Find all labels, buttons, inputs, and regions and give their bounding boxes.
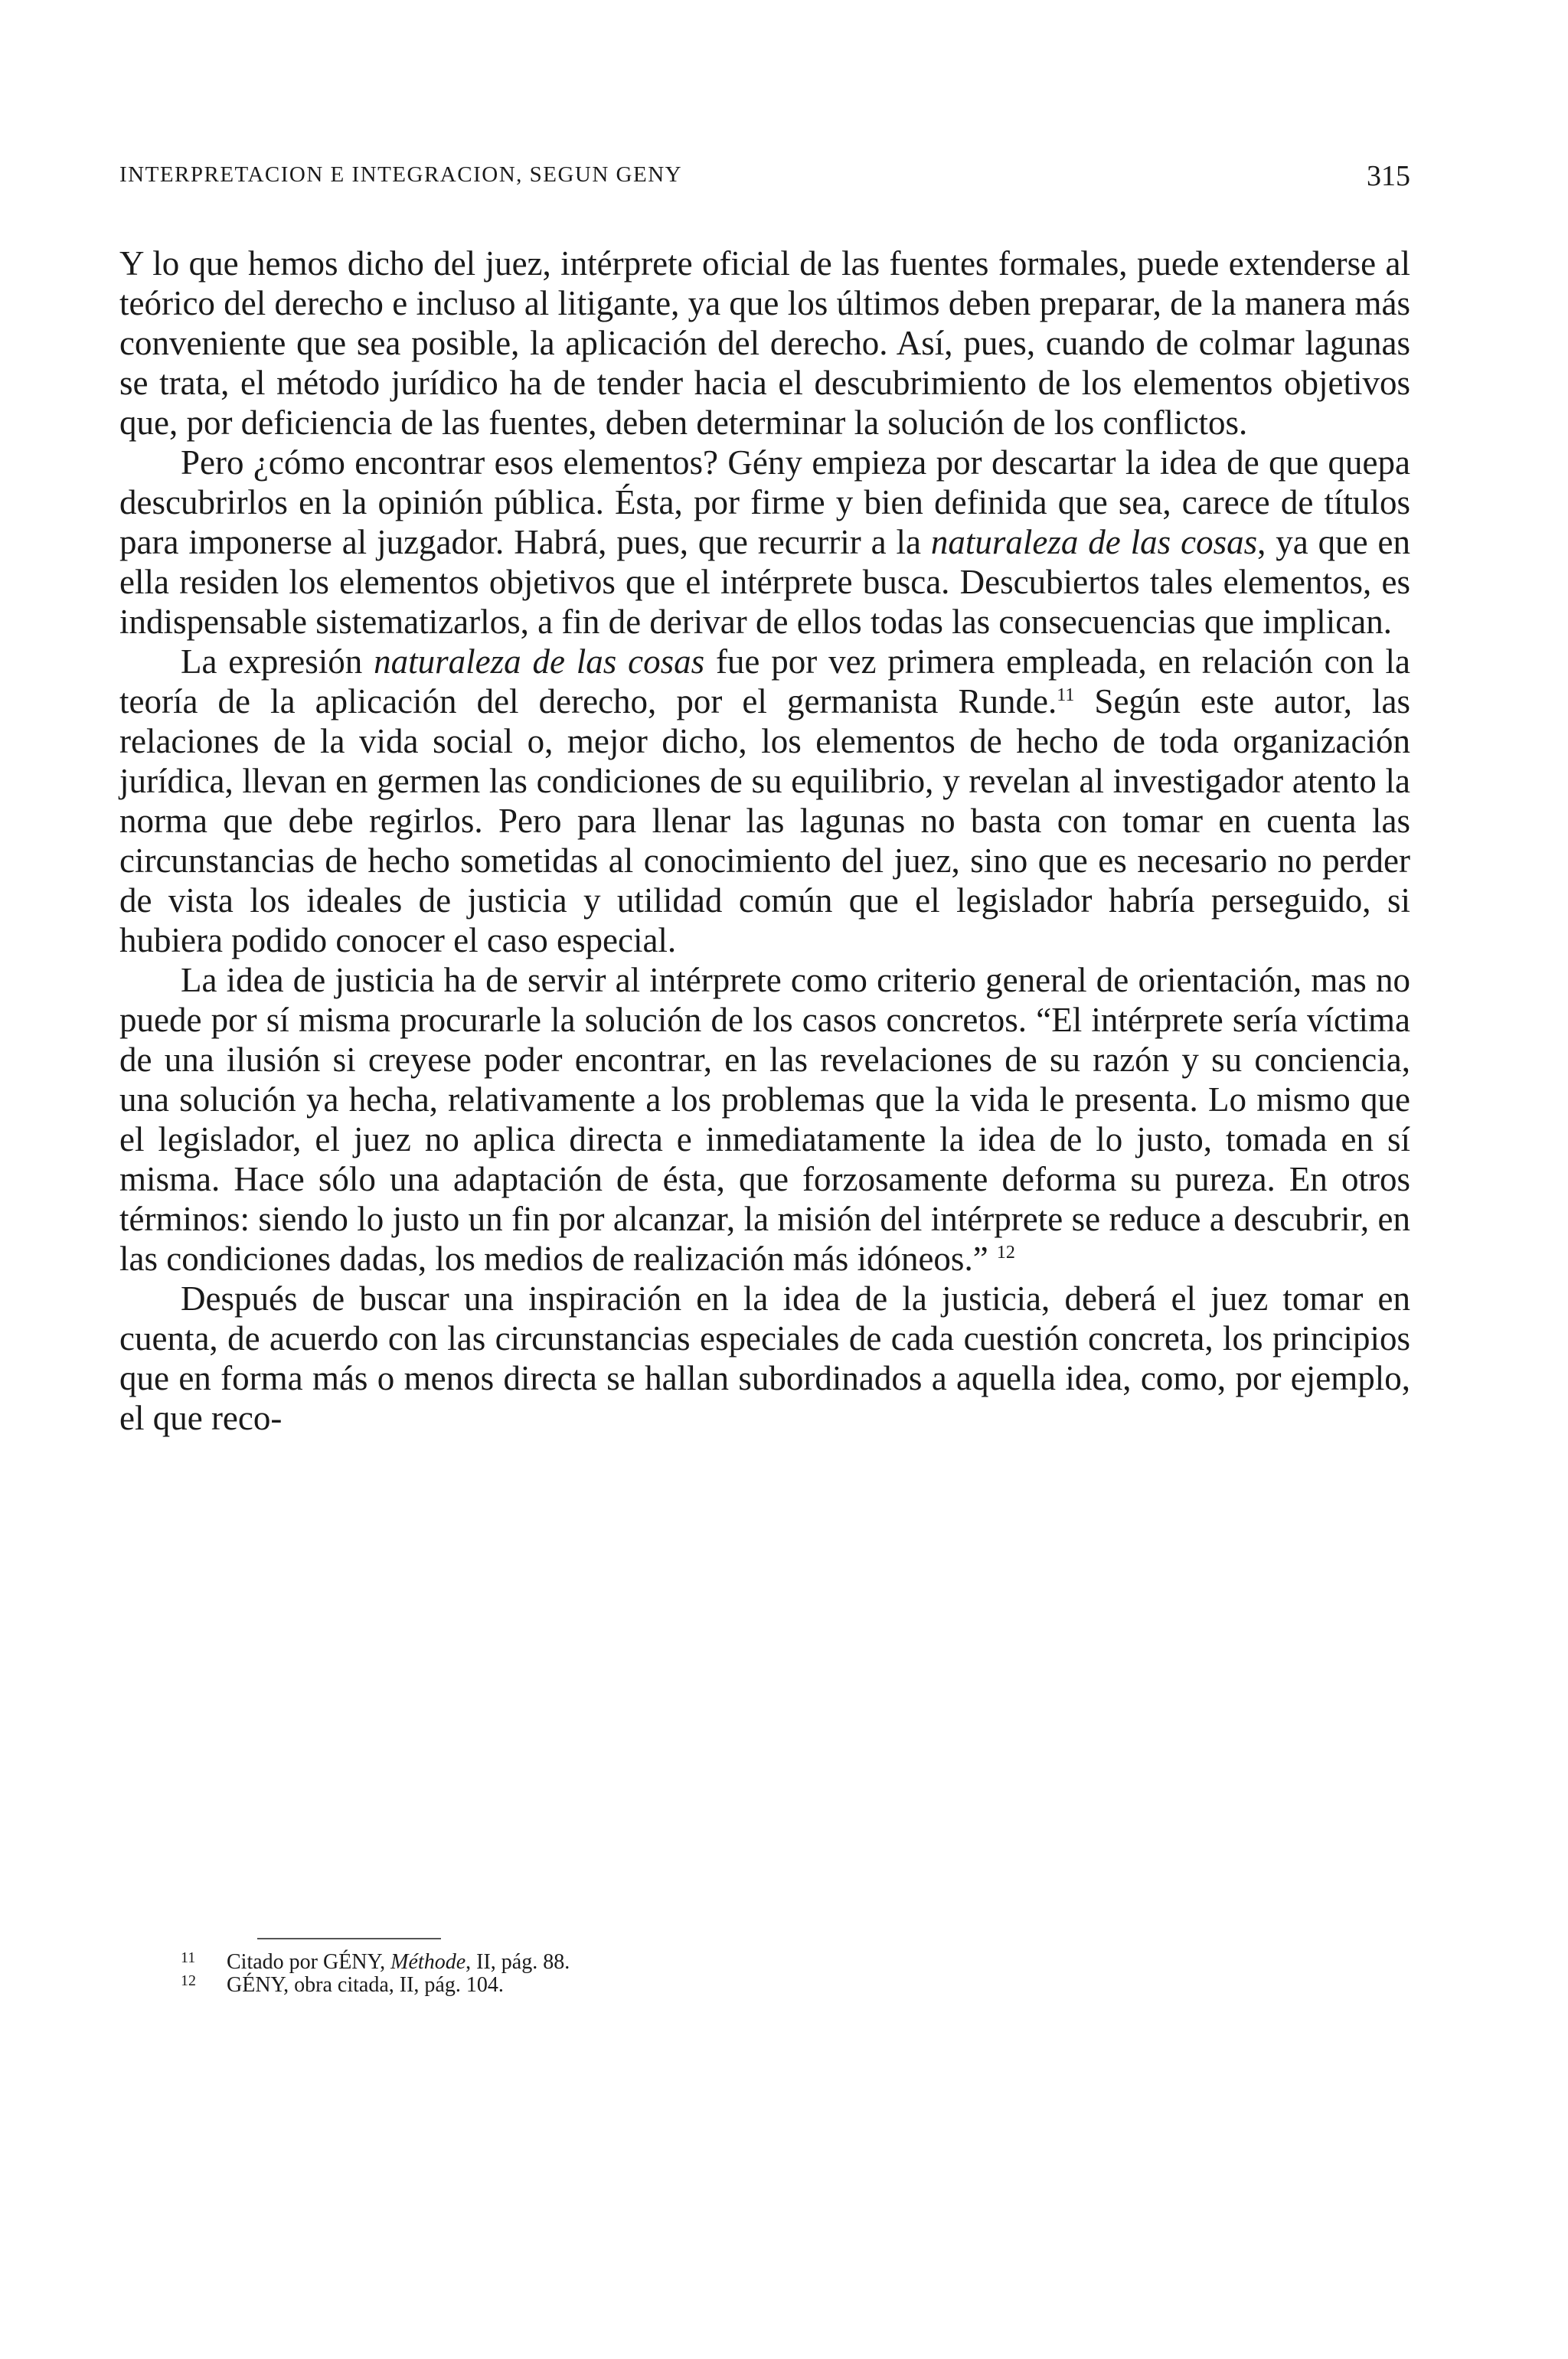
footnote-12 (181, 1974, 1329, 1997)
paragraph-5 (119, 1279, 1410, 1438)
paragraph-4 (119, 960, 1410, 1279)
paragraph-5-text: Después de buscar una inspiración en la idea de la justicia, deberá el juez tomar en cuenta, de acuerdo con las circunstancias especiales de cada cuestión concreta, los principios que en forma más o menos directa se hallan subordinados a aquella idea, como, por ejemplo, el que reco- (119, 1279, 1410, 1437)
paragraph-3-text-c: Según este autor, las relaciones de la vida social o, mejor dicho, los elementos de hecho de toda organización jurídica, llevan en germen las condiciones de su equilibrio, y revelan al investigador atento la norma que debe regirlos. Pero para llenar las lagunas no basta con tomar en cuenta las circunstancias de hecho sometidas al conocimiento del juez, sino que es necesario no perder de vista los ideales de justicia y utilidad común que el legislador habría perseguido, si hubiera podido conocer el caso especial. (119, 682, 1411, 959)
footnote-ref-11[interactable]: 11 (1057, 685, 1075, 705)
book-page (119, 0, 1410, 2359)
footnote-11-italic-title: Méthode (390, 1950, 466, 1974)
footnote-11-text-a: Citado por GÉNY, (227, 1950, 391, 1974)
running-head-title: INTERPRETACION E INTEGRACION, SEGUN GENY (119, 162, 683, 187)
paragraph-3-text-a: La expresión (181, 642, 374, 681)
paragraph-3 (119, 642, 1410, 960)
footnote-11-text-b: , II, pág. 88. (466, 1950, 570, 1974)
running-head (119, 162, 1410, 193)
paragraph-2-text-b: , ya que en ella residen los elementos objetivos que el intérprete busca. Descubiertos tales elementos, es indispensable sistematizarlos, a fin de derivar de ellos todas las consecuencias que implican. (119, 523, 1410, 641)
paragraph-1-text: Y lo que hemos dicho del juez, intérprete oficial de las fuentes formales, puede extenderse al teórico del derecho e incluso al litigante, ya que los últimos deben preparar, de la manera más conveniente que sea posible, la aplicación del derecho. Así, pues, cuando de colmar lagunas se trata, el método jurídico ha de tender hacia el descubrimiento de los elementos objetivos que, por deficiencia de las fuentes, deben determinar la solución de los conflictos. (119, 244, 1410, 442)
page-number: 315 (1367, 160, 1410, 192)
footnote-number: 11 (181, 1949, 196, 1966)
paragraph-2-italic-phrase: naturaleza de las cosas (930, 523, 1258, 561)
footnote-11 (181, 1951, 1329, 1974)
paragraph-1 (119, 243, 1410, 443)
paragraph-2-text-a: Pero ¿cómo encontrar esos elementos? Gény empieza por descartar la idea de que quepa descubrirlos en la opinión pública. Ésta, por firme y bien definida que sea, carece de títulos para imponerse al juzgador. Habrá, pues, que recurrir a la (119, 443, 1410, 561)
paragraph-2 (119, 443, 1410, 642)
footnote-ref-12[interactable]: 12 (996, 1243, 1015, 1263)
footnote-separator (257, 1938, 441, 1939)
paragraph-4-text: La idea de justicia ha de servir al intérprete como criterio general de orientación, mas no puede por sí misma procurarle la solución de los casos concretos. “El intérprete sería víctima de una ilusión si creyese poder encontrar, en las revelaciones de su razón y su conciencia, una solución ya hecha, relativamente a los problemas que la vida le presenta. Lo mismo que el legislador, el juez no aplica directa e inmediatamente la idea de lo justo, tomada en sí misma. Hace sólo una adaptación de ésta, que forzosamente deforma su pureza. En otros términos: siendo lo justo un fin por alcanzar, la misión del intérprete se reduce a descubrir, en las condiciones dadas, los medios de realización más idóneos.” (119, 961, 1410, 1278)
body-text (119, 243, 1410, 1438)
footnote-12-text: GÉNY, obra citada, II, pág. 104. (227, 1973, 504, 1997)
footnotes (181, 1951, 1329, 1997)
paragraph-3-italic-phrase: naturaleza de las cosas (374, 642, 705, 681)
footnote-number: 12 (181, 1972, 196, 1989)
paragraph-3-text-b: fue por vez primera empleada, en relación con la teoría de la aplicación del derecho, por el germanista Runde. (119, 642, 1410, 720)
